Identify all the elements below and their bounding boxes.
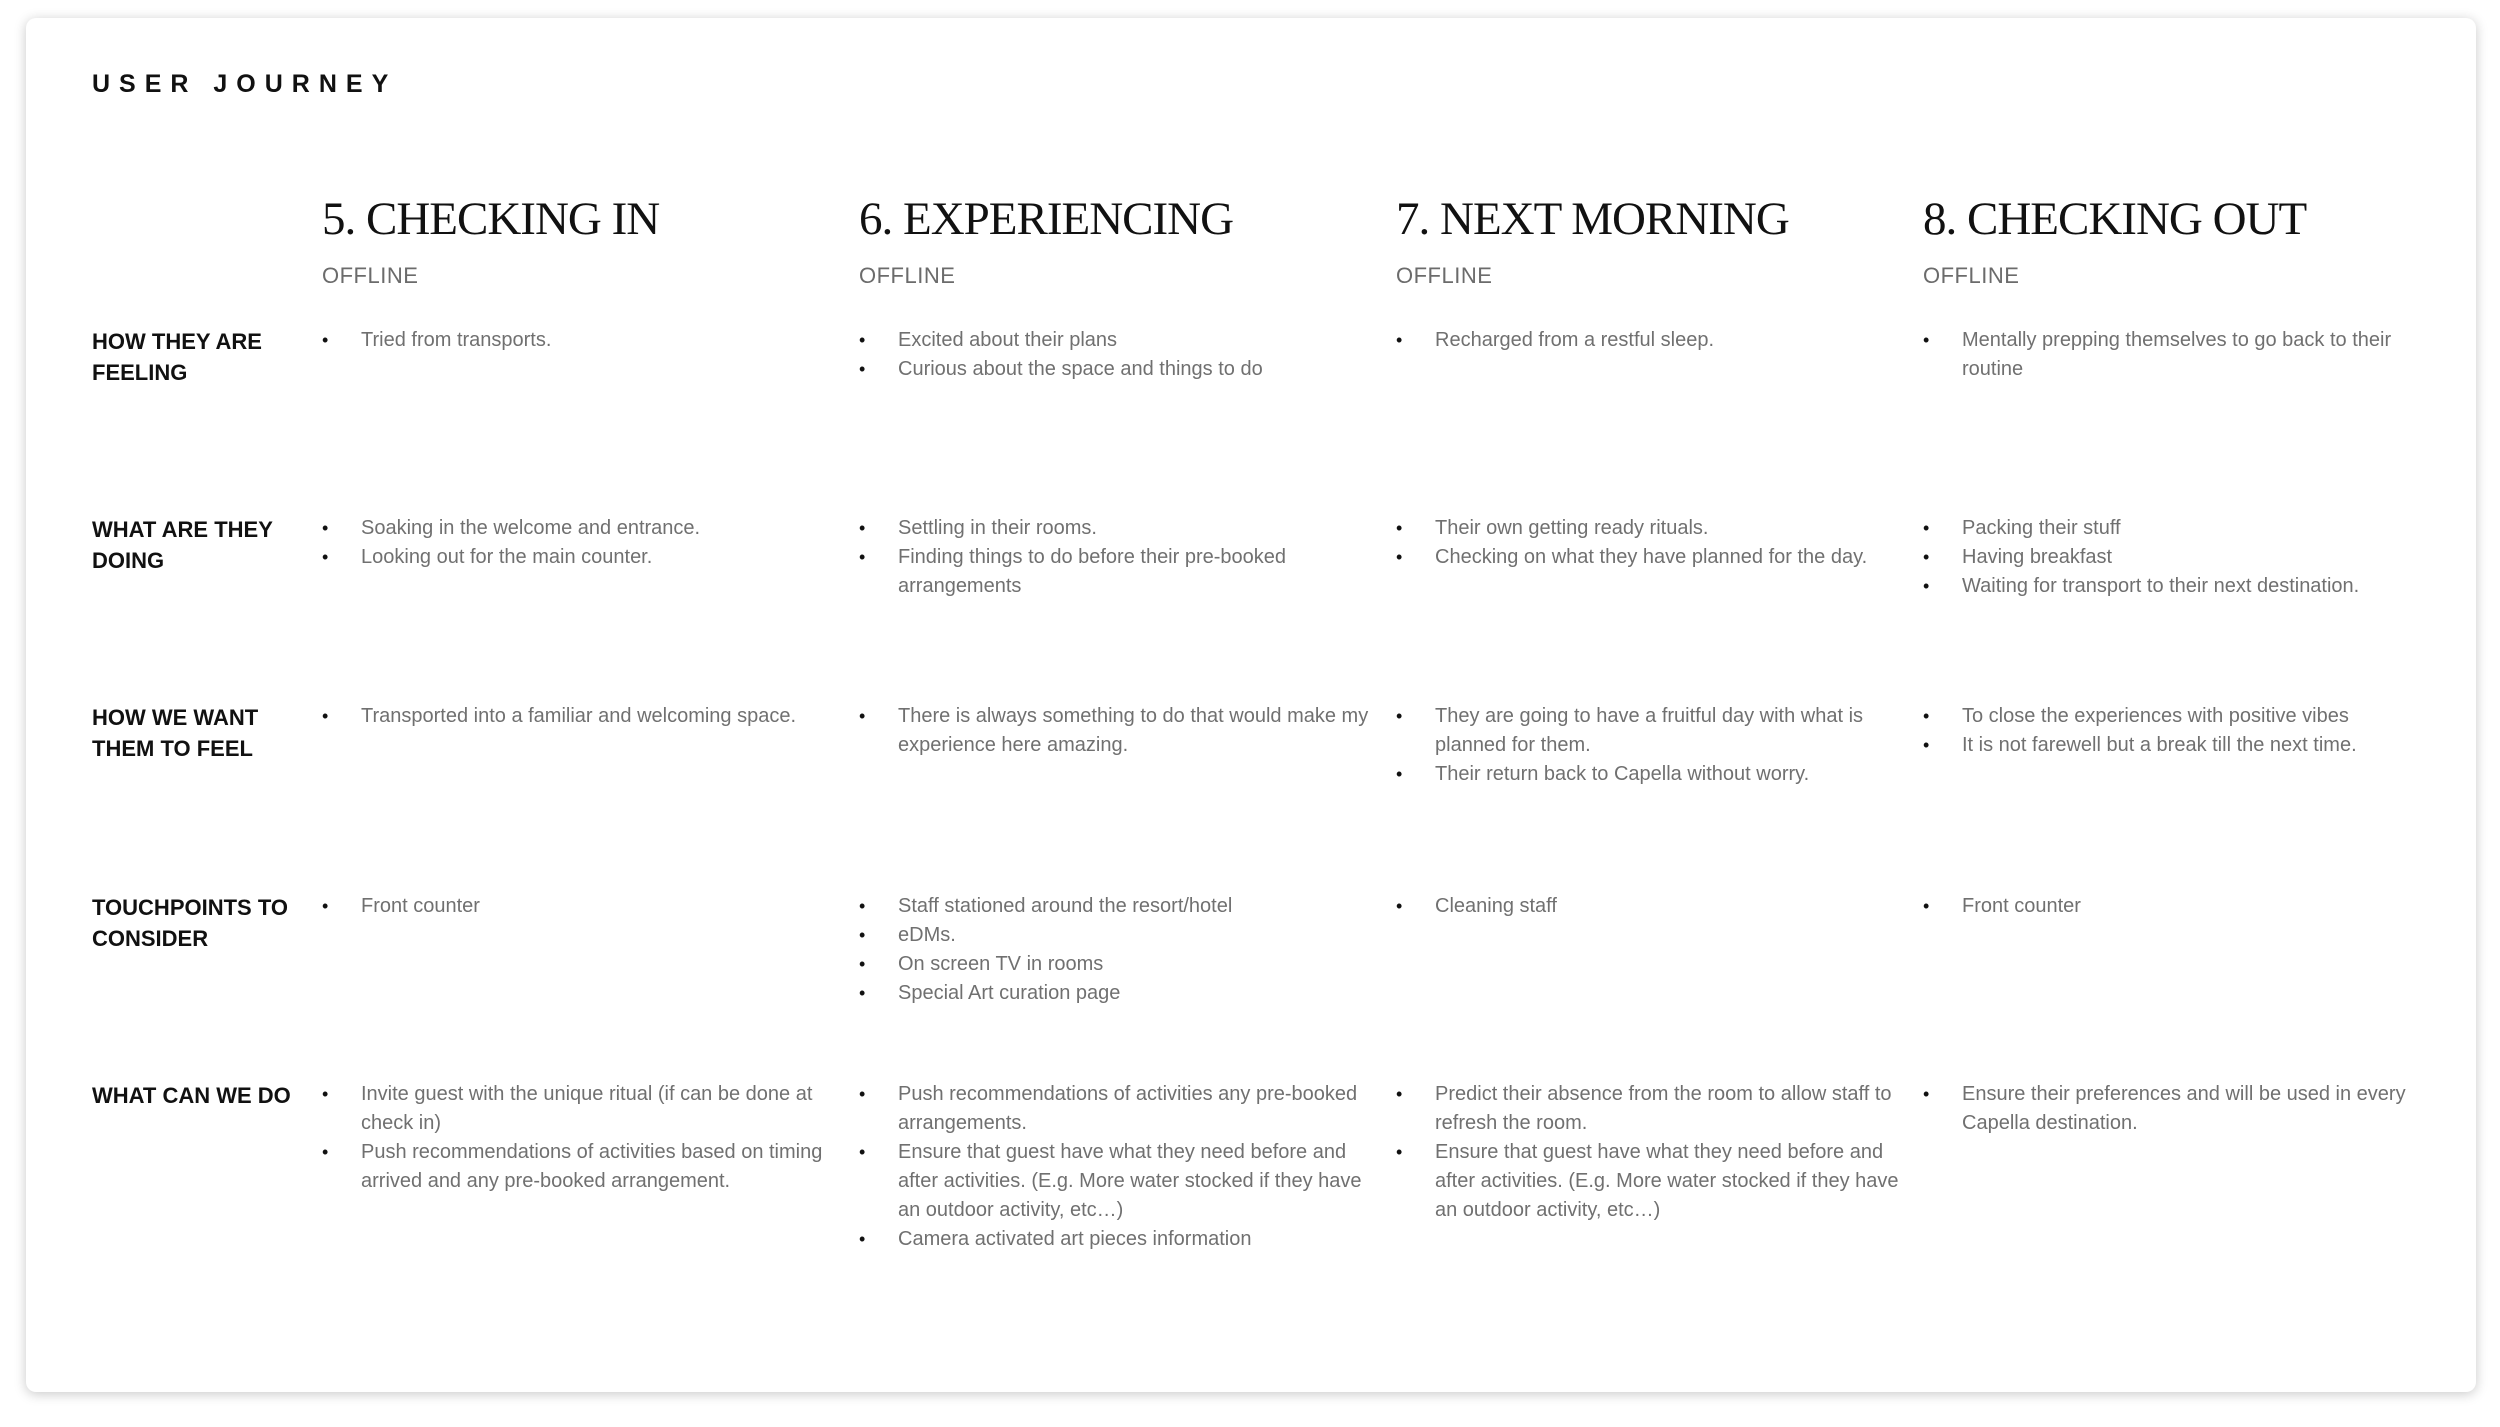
bullet-list xyxy=(1923,514,2418,601)
list-item xyxy=(322,702,835,731)
bullet-list xyxy=(859,1080,1372,1254)
list-item xyxy=(1396,892,1899,921)
bullet-dot: • xyxy=(322,896,329,916)
list-item xyxy=(859,702,1372,760)
journey-cell xyxy=(1396,326,1923,514)
list-item-text: Their own getting ready rituals. xyxy=(1435,517,1709,539)
row-label: WHAT ARE THEY DOING xyxy=(92,517,273,573)
bullet-dot: • xyxy=(1923,547,1930,567)
bullet-list xyxy=(1923,326,2418,384)
bullet-dot: • xyxy=(1396,518,1403,538)
list-item xyxy=(859,950,1372,979)
bullet-dot: • xyxy=(1923,330,1930,350)
bullet-list xyxy=(859,702,1372,760)
bullet-list xyxy=(1396,326,1899,355)
bullet-dot: • xyxy=(1923,1084,1930,1104)
list-item-text: Invite guest with the unique ritual (if can be done at check in) xyxy=(361,1083,813,1134)
row-label: HOW WE WANT THEM TO FEEL xyxy=(92,705,259,761)
list-item-text: On screen TV in rooms xyxy=(898,953,1104,975)
list-item-text: Checking on what they have planned for the day. xyxy=(1435,546,1868,568)
bullet-dot: • xyxy=(859,954,866,974)
bullet-list xyxy=(322,892,835,921)
bullet-dot: • xyxy=(322,547,329,567)
journey-cell xyxy=(1396,892,1923,1080)
journey-cell xyxy=(1923,1080,2442,1330)
list-item-text: Push recommendations of activities based on timing arrived and any pre-booked arrangement. xyxy=(361,1141,823,1192)
list-item-text: Special Art curation page xyxy=(898,982,1121,1004)
list-item-text: Mentally prepping themselves to go back to their routine xyxy=(1962,329,2392,380)
list-item-text: Predict their absence from the room to allow staff to refresh the room. xyxy=(1435,1083,1892,1134)
column-title: 5. CHECKING IN xyxy=(322,193,660,245)
list-item xyxy=(859,979,1372,1008)
list-item xyxy=(322,1080,835,1138)
bullet-list xyxy=(859,326,1372,384)
bullet-list xyxy=(859,892,1372,1008)
journey-cell xyxy=(859,702,1396,892)
list-item-text: Their return back to Capella without worry. xyxy=(1435,763,1810,785)
list-item-text: Staff stationed around the resort/hotel xyxy=(898,895,1233,917)
row-label: TOUCHPOINTS TO CONSIDER xyxy=(92,895,288,951)
journey-cell xyxy=(322,514,859,702)
bullet-list xyxy=(1396,702,1899,789)
bullet-list xyxy=(1923,892,2418,921)
column-title: 6. EXPERIENCING xyxy=(859,193,1234,245)
bullet-dot: • xyxy=(1923,706,1930,726)
list-item xyxy=(322,892,835,921)
grid-corner xyxy=(92,176,322,326)
list-item xyxy=(1396,543,1899,572)
column-header xyxy=(859,176,1396,326)
list-item xyxy=(859,1138,1372,1225)
bullet-dot: • xyxy=(1923,518,1930,538)
list-item xyxy=(859,921,1372,950)
list-item-text: Looking out for the main counter. xyxy=(361,546,653,568)
list-item xyxy=(1396,326,1899,355)
list-item xyxy=(1396,702,1899,760)
list-item-text: Excited about their plans xyxy=(898,329,1118,351)
list-item xyxy=(859,1225,1372,1254)
bullet-dot: • xyxy=(1396,1142,1403,1162)
journey-cell xyxy=(322,1080,859,1330)
bullet-dot: • xyxy=(859,330,866,350)
list-item-text: They are going to have a fruitful day with what is planned for them. xyxy=(1435,705,1864,756)
bullet-list xyxy=(859,514,1372,601)
list-item-text: Cleaning staff xyxy=(1435,895,1557,917)
journey-cell xyxy=(322,326,859,514)
journey-cell xyxy=(1396,514,1923,702)
list-item xyxy=(1923,514,2418,543)
list-item-text: Transported into a familiar and welcoming space. xyxy=(361,705,797,727)
list-item xyxy=(1923,572,2418,601)
list-item xyxy=(1923,892,2418,921)
bullet-dot: • xyxy=(1396,1084,1403,1104)
list-item xyxy=(859,543,1372,601)
list-item xyxy=(322,514,835,543)
bullet-dot: • xyxy=(859,706,866,726)
journey-cell xyxy=(322,702,859,892)
list-item-text: Front counter xyxy=(361,895,480,917)
bullet-dot: • xyxy=(322,1142,329,1162)
list-item-text: Having breakfast xyxy=(1962,546,2113,568)
column-channel: OFFLINE xyxy=(1923,263,2020,288)
bullet-list xyxy=(322,1080,835,1196)
bullet-dot: • xyxy=(322,330,329,350)
bullet-list xyxy=(1923,702,2418,760)
list-item xyxy=(322,1138,835,1196)
list-item-text: Ensure their preferences and will be used in every Capella destination. xyxy=(1962,1083,2406,1134)
bullet-dot: • xyxy=(1396,896,1403,916)
journey-grid xyxy=(92,176,2442,1330)
list-item xyxy=(859,514,1372,543)
list-item xyxy=(322,326,835,355)
bullet-dot: • xyxy=(859,896,866,916)
column-title: 7. NEXT MORNING xyxy=(1396,193,1789,245)
journey-cell xyxy=(322,892,859,1080)
journey-cell xyxy=(859,326,1396,514)
journey-cell xyxy=(859,514,1396,702)
list-item-text: Settling in their rooms. xyxy=(898,517,1097,539)
column-header xyxy=(322,176,859,326)
list-item xyxy=(859,892,1372,921)
bullet-dot: • xyxy=(1396,547,1403,567)
list-item xyxy=(1923,1080,2418,1138)
bullet-dot: • xyxy=(859,1229,866,1249)
list-item-text: eDMs. xyxy=(898,924,956,946)
list-item xyxy=(859,355,1372,384)
bullet-dot: • xyxy=(1396,330,1403,350)
bullet-list xyxy=(1396,1080,1899,1225)
list-item xyxy=(1396,1138,1899,1225)
list-item xyxy=(1923,702,2418,731)
bullet-list xyxy=(1396,514,1899,572)
column-header xyxy=(1396,176,1923,326)
list-item-text: To close the experiences with positive vibes xyxy=(1962,705,2349,727)
journey-cell xyxy=(1396,1080,1923,1330)
bullet-dot: • xyxy=(1396,764,1403,784)
column-header xyxy=(1923,176,2442,326)
list-item xyxy=(859,326,1372,355)
list-item xyxy=(1923,326,2418,384)
bullet-dot: • xyxy=(1396,706,1403,726)
list-item xyxy=(1923,731,2418,760)
list-item xyxy=(1396,1080,1899,1138)
list-item xyxy=(1396,760,1899,789)
bullet-list xyxy=(322,514,835,572)
page-label: USER JOURNEY xyxy=(92,70,398,98)
row-label: WHAT CAN WE DO xyxy=(92,1083,291,1108)
bullet-list xyxy=(322,326,835,355)
list-item-text: Packing their stuff xyxy=(1962,517,2121,539)
column-channel: OFFLINE xyxy=(859,263,956,288)
list-item xyxy=(1396,514,1899,543)
list-item-text: Push recommendations of activities any pre-booked arrangements. xyxy=(898,1083,1358,1134)
journey-cell xyxy=(859,1080,1396,1330)
row-label: HOW THEY ARE FEELING xyxy=(92,329,262,385)
bullet-list xyxy=(1396,892,1899,921)
column-channel: OFFLINE xyxy=(322,263,419,288)
list-item-text: Curious about the space and things to do xyxy=(898,358,1263,380)
list-item-text: There is always something to do that would make my experience here amazing. xyxy=(898,705,1369,756)
bullet-dot: • xyxy=(859,925,866,945)
column-channel: OFFLINE xyxy=(1396,263,1493,288)
bullet-dot: • xyxy=(859,983,866,1003)
bullet-dot: • xyxy=(1923,896,1930,916)
list-item-text: It is not farewell but a break till the next time. xyxy=(1962,734,2357,756)
list-item-text: Ensure that guest have what they need before and after activities. (E.g. More water stocked if they have an outdoor activity, etc…) xyxy=(1435,1141,1899,1221)
list-item-text: Camera activated art pieces information xyxy=(898,1228,1252,1250)
list-item-text: Front counter xyxy=(1962,895,2081,917)
list-item-text: Finding things to do before their pre-booked arrangements xyxy=(898,546,1287,597)
bullet-dot: • xyxy=(859,359,866,379)
bullet-dot: • xyxy=(859,518,866,538)
list-item-text: Soaking in the welcome and entrance. xyxy=(361,517,701,539)
list-item xyxy=(859,1080,1372,1138)
bullet-dot: • xyxy=(859,1142,866,1162)
list-item xyxy=(322,543,835,572)
bullet-dot: • xyxy=(859,1084,866,1104)
bullet-list xyxy=(322,702,835,731)
list-item-text: Ensure that guest have what they need before and after activities. (E.g. More water stocked if they have an outdoor activity, etc…) xyxy=(898,1141,1362,1221)
bullet-dot: • xyxy=(322,518,329,538)
journey-cell xyxy=(1923,702,2442,892)
list-item-text: Recharged from a restful sleep. xyxy=(1435,329,1715,351)
journey-cell xyxy=(1923,892,2442,1080)
list-item-text: Waiting for transport to their next destination. xyxy=(1962,575,2360,597)
column-title: 8. CHECKING OUT xyxy=(1923,193,2307,245)
list-item xyxy=(1923,543,2418,572)
bullet-dot: • xyxy=(322,1084,329,1104)
journey-cell xyxy=(1923,326,2442,514)
bullet-list xyxy=(1923,1080,2418,1138)
journey-cell xyxy=(859,892,1396,1080)
journey-cell xyxy=(1396,702,1923,892)
bullet-dot: • xyxy=(1923,576,1930,596)
bullet-dot: • xyxy=(322,706,329,726)
journey-cell xyxy=(1923,514,2442,702)
bullet-dot: • xyxy=(1923,735,1930,755)
bullet-dot: • xyxy=(859,547,866,567)
journey-slide xyxy=(26,18,2476,1392)
list-item-text: Tried from transports. xyxy=(361,329,552,351)
